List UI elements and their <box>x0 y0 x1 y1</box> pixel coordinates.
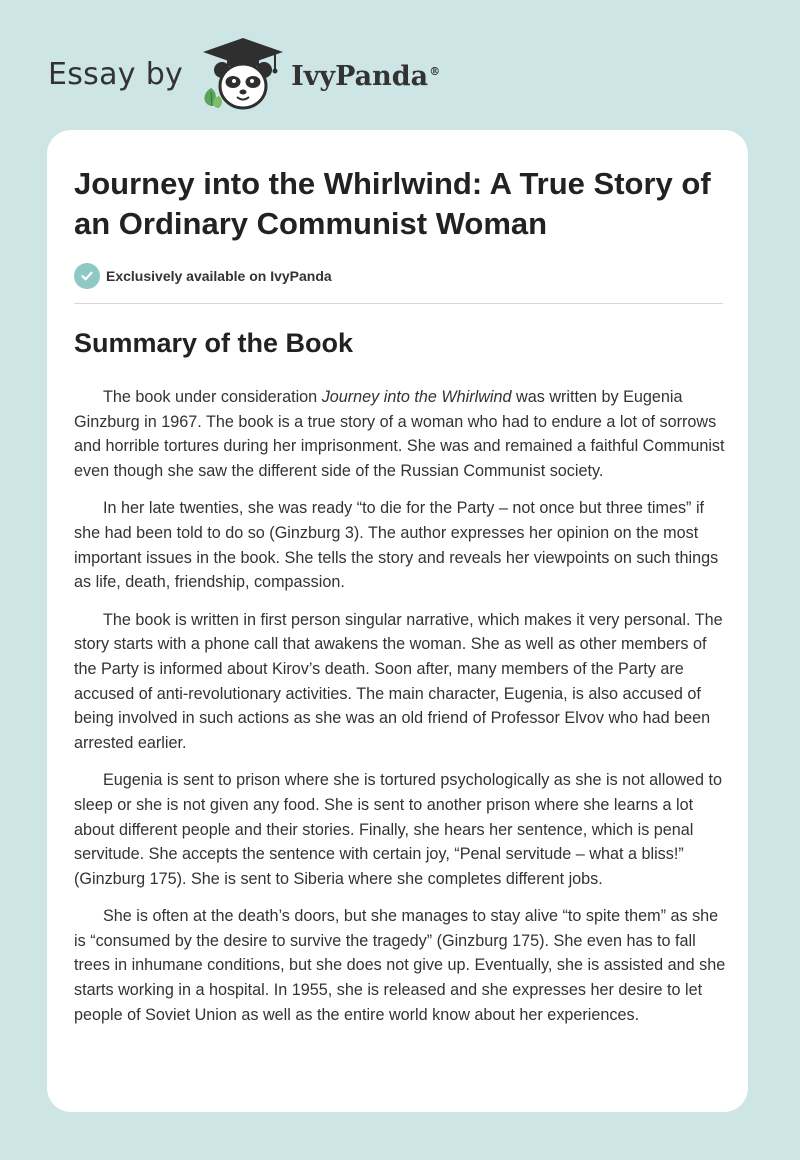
panda-logo-icon[interactable] <box>197 36 289 112</box>
divider <box>74 303 723 304</box>
essay-title: Journey into the Whirlwind: A True Story of an Ordinary Communist Woman <box>74 166 711 241</box>
paragraph: Eugenia is sent to prison where she is tortured psychologically as she is not allowed to sleep or she is not given any food. She is sent to another prison where she learns a lot about different people and their stories. Finally, she hears her sentence, which is penal servitude. She accepts the sentence with certain joy, “Penal servitude – what a bliss!” (Ginzburg 175). She is sent to Siberia where she completes different jobs. <box>74 771 723 888</box>
paragraph: She is often at the death’s doors, but she manages to stay alive “to spite them” as she is “consumed by the desire to survive the tragedy” (Ginzburg 175). She even has to fall trees in inhumane conditions, but she does not give up. Eventually, she is assisted and she starts working in a hospital. In 1955, she is released and she expresses her desire to let people of Soviet Union as well as the entire world know about her experiences. <box>74 907 726 1024</box>
paragraph: The book is written in first person singular narrative, which makes it very personal. The story starts with a phone call that awakens the woman. She as well as other members of the Party is informed about Kirov’s death. Soon after, many members of the Party are accused of anti-revolutionary activities. The main character, Eugenia, is also accused of being involved in such actions as she was an old friend of Professor Elvov who had been arrested earlier. <box>74 610 723 752</box>
essay-body <box>74 385 726 1040</box>
book-title-italic: Journey into the Whirlwind <box>321 388 512 406</box>
essay-card <box>47 130 748 1112</box>
site-header <box>48 36 440 112</box>
paragraph: The book under consideration Journey into the Whirlwind was written by Eugenia Ginzburg in 1967. The book is a true story of a woman who had to endure a lot of sorrows and horrible tortures during her imprisonment. She was and remained a faithful Communist even though she saw the different side of the Russian Communist society. <box>74 388 725 480</box>
exclusive-badge <box>74 263 332 289</box>
exclusive-badge-text: Exclusively available on IvyPanda <box>106 268 332 284</box>
registered-mark: ® <box>429 64 441 78</box>
brand-prefix: Essay by <box>48 56 184 92</box>
brand-name[interactable]: IvyPanda® <box>291 60 441 92</box>
paragraph: In her late twenties, she was ready “to die for the Party – not once but three times” if she had been told to do so (Ginzburg 3). The author expresses her opinion on the most important issues in the book. She tells the story and reveals her viewpoints on such things as life, death, friendship, compassion. <box>74 499 719 592</box>
check-icon <box>74 263 100 289</box>
section-heading: Summary of the Book <box>74 328 354 358</box>
